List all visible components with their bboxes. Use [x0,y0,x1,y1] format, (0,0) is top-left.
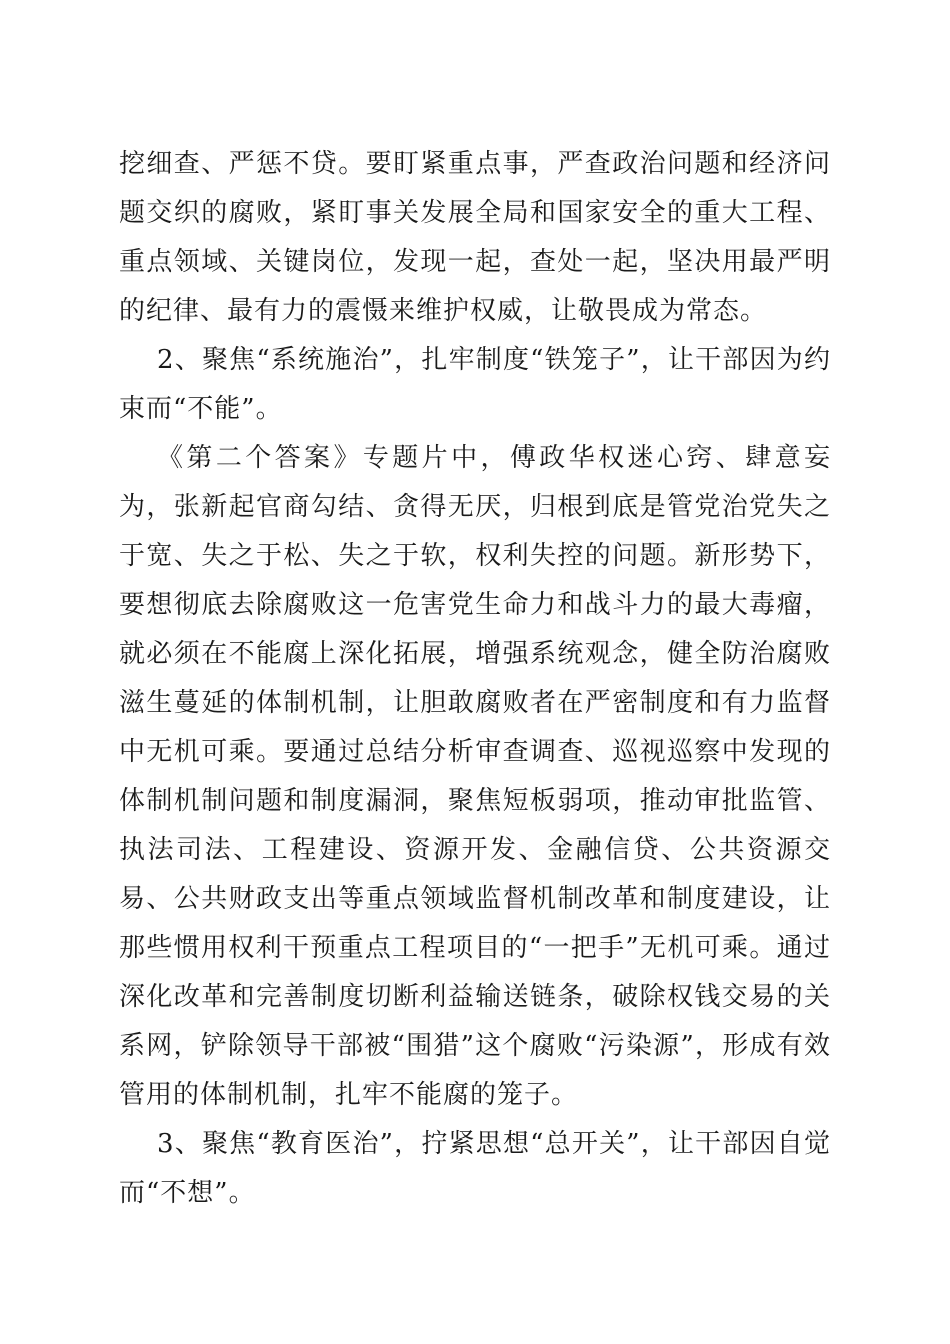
paragraph-continuation: 挖细查、严惩不贷。要盯紧重点事，严查政治问题和经济问题交织的腐败，紧盯事关发展全局和国家安全的重大工程、重点领域、关键岗位，发现一起，查处一起，坚决用最严明的纪律、最有力的震慑来维护权威，让敬畏成为常态。 [119,149,831,326]
paragraph-body: 《第二个答案》专题片中，傅政华权迷心窍、肆意妄为，张新起官商勾结、贪得无厌，归根到底是管党治党失之于宽、失之于松、失之于软，权利失控的问题。新形势下，要想彻底去除腐败这一危害党生命力和战斗力的最大毒瘤，就必须在不能腐上深化拓展，增强系统观念，健全防治腐败滋生蔓延的体制机制，让胆敢腐败者在严密制度和有力监督中无机可乘。要通过总结分析审查调查、巡视巡察中发现的体制机制问题和制度漏洞，聚焦短板弱项，推动审批监管、执法司法、工程建设、资源开发、金融信贷、公共资源交易、公共财政支出等重点领域监督机制改革和制度建设，让那些惯用权利干预重点工程项目的“一把手”无机可乘。通过深化改革和完善制度切断利益输送链条，破除权钱交易的关系网，铲除领导干部被“围猎”这个腐败“污染源”，形成有效管用的体制机制，扎牢不能腐的笼子。 [119,443,831,1110]
section-heading-3: 3、聚焦“教育医治”，拧紧思想“总开关”，让干部因自觉而“不想”。 [119,1129,831,1208]
body-text [119,140,831,1218]
section-heading-2: 2、聚焦“系统施治”，扎牢制度“铁笼子”，让干部因为约束而“不能”。 [119,345,831,424]
